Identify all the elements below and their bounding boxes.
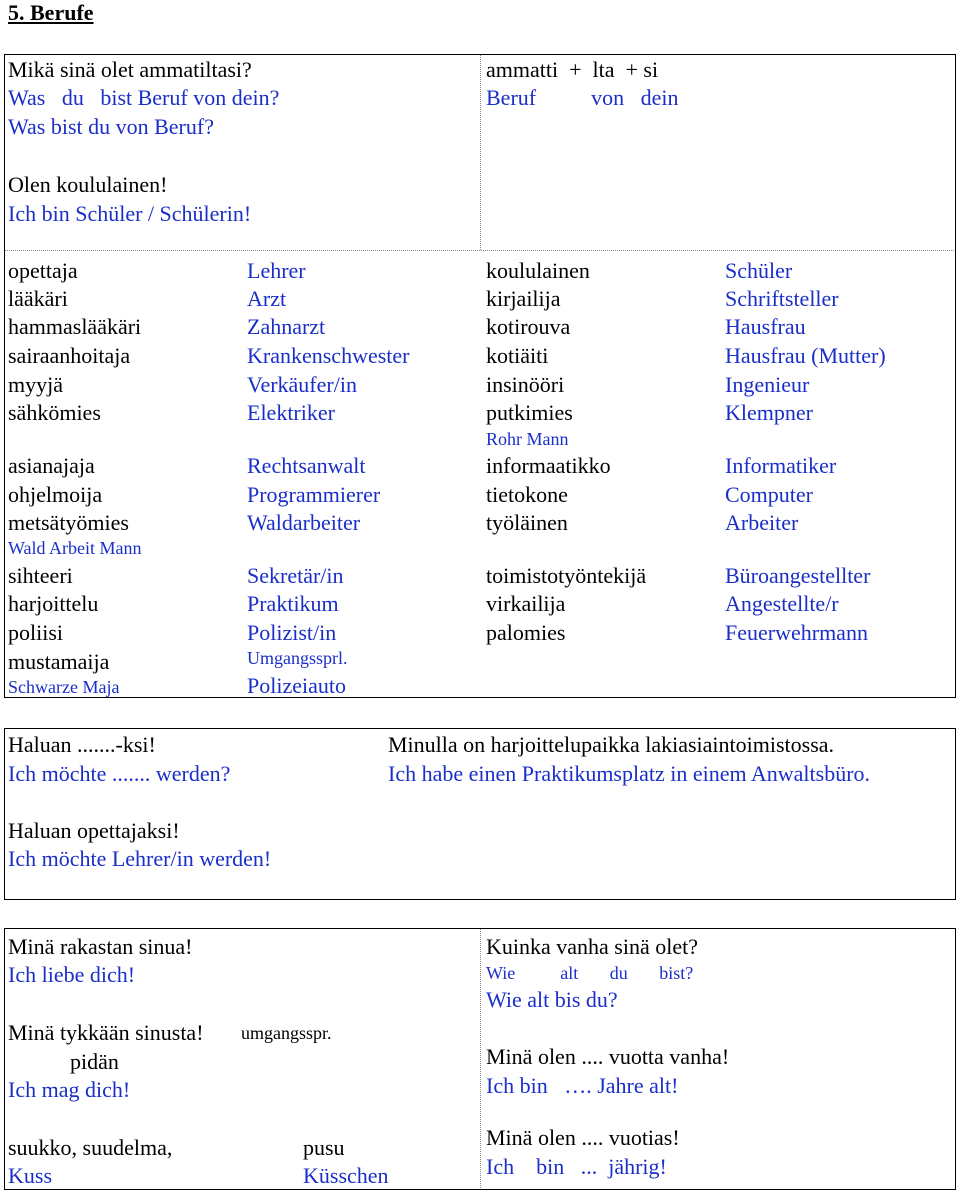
vocab-note: Wald Arbeit Mann (8, 538, 142, 558)
wish-example-fi: Haluan opettajaksi! (8, 818, 180, 843)
vocab-de: Krankenschwester (247, 343, 410, 368)
love-de: Ich liebe dich! (8, 962, 136, 987)
wish-fi: Haluan .......-ksi! (8, 732, 156, 757)
vocab-de: Feuerwehrmann (725, 620, 868, 645)
age-answer2-fi: Minä olen .... vuotias! (486, 1125, 680, 1150)
internship-fi: Minulla on harjoittelupaikka lakiasiaintoimistossa. (388, 732, 835, 757)
vocab-de: Schriftsteller (725, 286, 839, 311)
vocab-de: Ingenieur (725, 372, 810, 397)
age-question-fi: Kuinka vanha sinä olet? (486, 934, 698, 959)
answer-fi: Olen koululainen! (8, 172, 168, 197)
vocab-fi: työläinen (486, 510, 568, 535)
like-de: Ich mag dich! (8, 1077, 131, 1102)
vocab-fi: myyjä (8, 372, 63, 397)
divider (480, 55, 481, 250)
vocab-fi: toimistotyöntekijä (486, 563, 647, 588)
vocab-de: Praktikum (247, 591, 339, 616)
vocab-de: Programmierer (247, 482, 381, 507)
vocab-fi: kirjailija (486, 286, 561, 311)
vocab-fi: poliisi (8, 620, 64, 645)
like-alt: pidän (70, 1049, 119, 1074)
vocab-fi: insinööri (486, 372, 565, 397)
vocab-fi: sihteeri (8, 563, 73, 588)
question-fi: Mikä sinä olet ammatiltasi? (8, 57, 252, 82)
vocab-de: Lehrer (247, 258, 306, 283)
vocab-fi: kotirouva (486, 314, 571, 339)
vocab-fi: putkimies (486, 400, 573, 425)
vocab-note: Umgangssprl. (247, 648, 348, 668)
morphology-de: Beruf von dein (486, 85, 679, 110)
vocab-de: Hausfrau (725, 314, 806, 339)
vocab-fi: ohjelmoija (8, 482, 103, 507)
vocab-fi: koululainen (486, 258, 590, 283)
vocab-fi: kotiäiti (486, 343, 549, 368)
vocab-fi: hammaslääkäri (8, 314, 142, 339)
vocab-de: Angestellte/r (725, 591, 839, 616)
vocab-fi: sairaanhoitaja (8, 343, 131, 368)
vocab-de: Computer (725, 482, 813, 507)
vocab-note: Rohr Mann (486, 429, 569, 449)
vocab-de: Polizeiauto (247, 673, 346, 698)
kiss-fi: suukko, suudelma, (8, 1135, 173, 1160)
vocab-de: Arzt (247, 286, 287, 311)
vocab-de: Arbeiter (725, 510, 799, 535)
vocab-fi: harjoittelu (8, 591, 99, 616)
age-answer-fi: Minä olen .... vuotta vanha! (486, 1044, 730, 1069)
vocab-fi: informaatikko (486, 453, 611, 478)
vocab-de: Verkäufer/in (247, 372, 357, 397)
vocab-de: Polizist/in (247, 620, 337, 645)
vocab-de: Klempner (725, 400, 813, 425)
question-de-literal: Was du bist Beruf von dein? (8, 85, 280, 110)
vocab-de: Sekretär/in (247, 563, 344, 588)
kiss-de: Kuss (8, 1163, 53, 1188)
like-note: umgangsspr. (241, 1023, 332, 1043)
vocab-fi: opettaja (8, 258, 78, 283)
pusu-fi: pusu (303, 1135, 345, 1160)
vocab-de: Hausfrau (Mutter) (725, 343, 886, 368)
age-question-de: Wie alt bis du? (486, 987, 618, 1012)
vocab-fi: metsätyömies (8, 510, 129, 535)
vocab-note: Schwarze Maja (8, 677, 120, 697)
love-fi: Minä rakastan sinua! (8, 934, 193, 959)
vocab-de: Informatiker (725, 453, 837, 478)
age-answer2-de: Ich bin ... jährig! (486, 1154, 667, 1179)
vocab-fi: tietokone (486, 482, 568, 507)
page-title: 5. Berufe (8, 0, 94, 25)
vocab-de: Rechtsanwalt (247, 453, 366, 478)
vocab-fi: virkailija (486, 591, 566, 616)
vocab-de: Büroangestellter (725, 563, 871, 588)
divider (480, 929, 481, 1188)
morphology-fi: ammatti + lta + si (486, 57, 659, 82)
pusu-de: Küsschen (303, 1163, 389, 1188)
question-de: Was bist du von Beruf? (8, 114, 214, 139)
like-fi: Minä tykkään sinusta! (8, 1020, 204, 1045)
wish-example-de: Ich möchte Lehrer/in werden! (8, 846, 272, 871)
answer-de: Ich bin Schüler / Schülerin! (8, 201, 252, 226)
age-answer-de: Ich bin …. Jahre alt! (486, 1073, 679, 1098)
vocab-fi: asianajaja (8, 453, 95, 478)
vocab-de: Schüler (725, 258, 793, 283)
vocab-de: Elektriker (247, 400, 335, 425)
vocab-fi: palomies (486, 620, 566, 645)
vocab-fi: lääkäri (8, 286, 68, 311)
vocab-fi: sähkömies (8, 400, 101, 425)
wish-de: Ich möchte ....... werden? (8, 761, 231, 786)
vocab-fi: mustamaija (8, 649, 110, 674)
age-question-de-literal: Wie alt du bist? (486, 963, 694, 983)
divider (5, 250, 954, 251)
vocab-de: Zahnarzt (247, 314, 326, 339)
internship-de: Ich habe einen Praktikumsplatz in einem Anwaltsbüro. (388, 761, 871, 786)
vocab-de: Waldarbeiter (247, 510, 361, 535)
